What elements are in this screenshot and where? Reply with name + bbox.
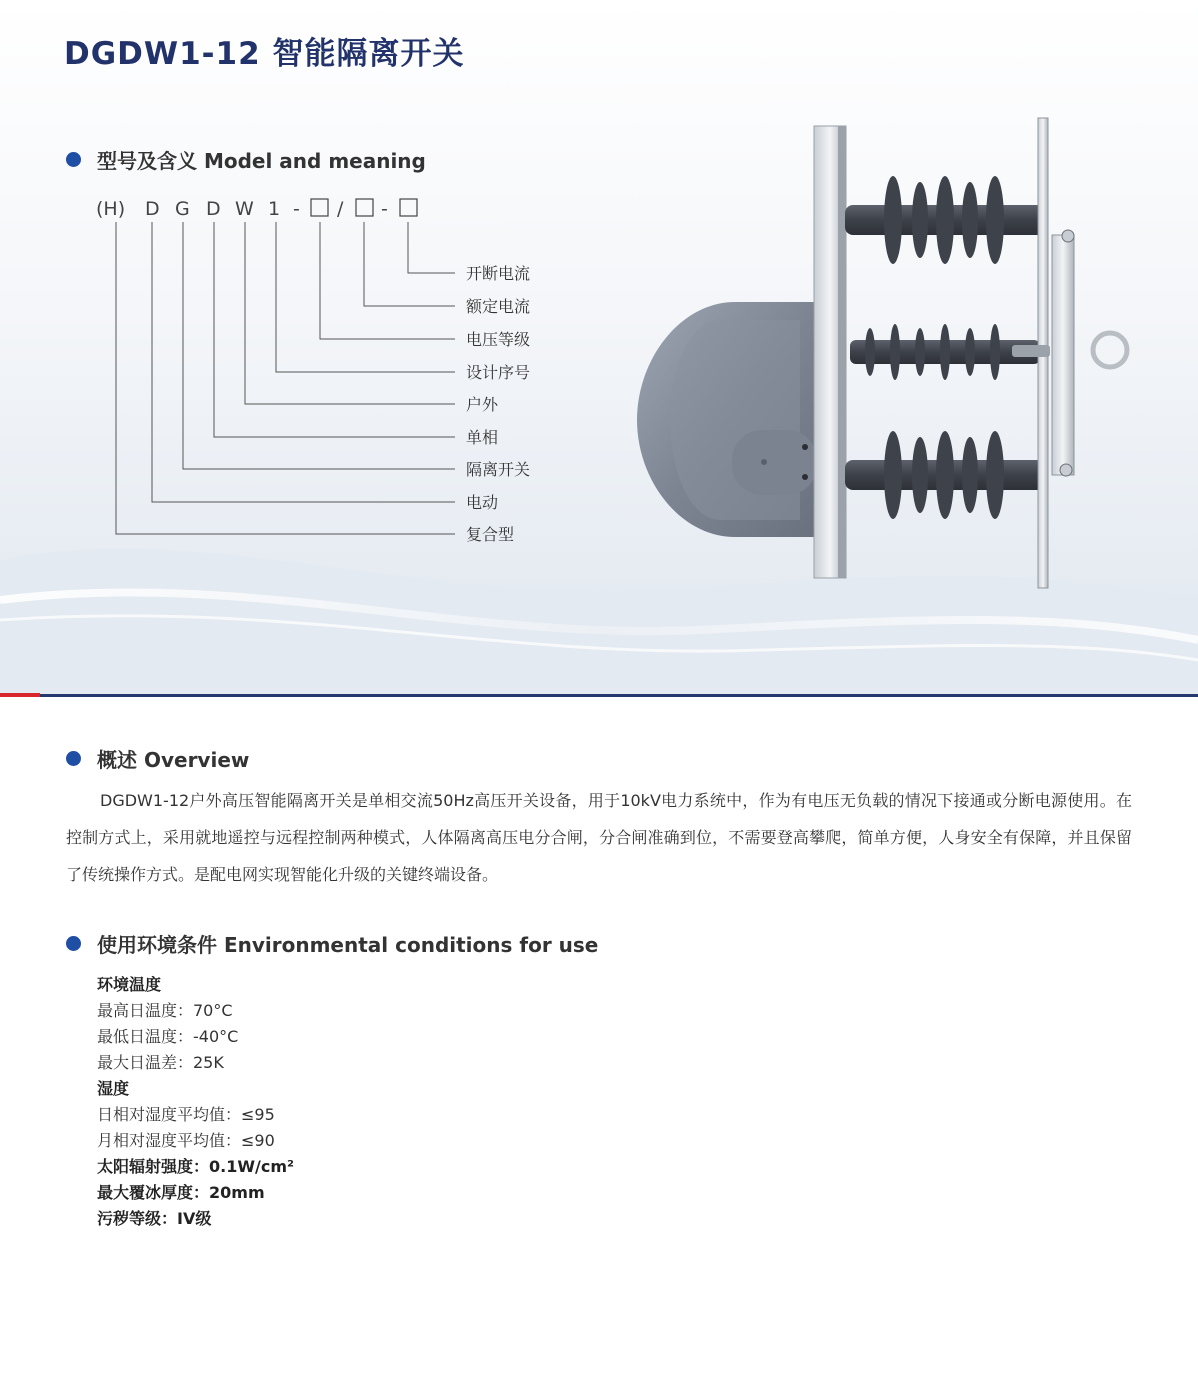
code-char: D bbox=[145, 198, 160, 220]
divider-accent bbox=[0, 693, 40, 697]
meaning-label: 开断电流 bbox=[466, 264, 531, 283]
temperature-heading: 环境温度 bbox=[97, 975, 162, 994]
meaning-label: 复合型 bbox=[466, 525, 515, 544]
switch-blade bbox=[1052, 235, 1074, 475]
temperature-min: 最低日温度：-40°C bbox=[97, 1027, 239, 1046]
meaning-label: 额定电流 bbox=[466, 297, 531, 316]
solar-radiation: 太阳辐射强度：0.1W/cm² bbox=[97, 1157, 295, 1176]
model-code-diagram bbox=[0, 0, 620, 560]
humidity-day: 日相对湿度平均值：≤95 bbox=[97, 1105, 275, 1124]
placeholder-box bbox=[400, 199, 417, 216]
bullet-icon bbox=[66, 936, 81, 951]
product-image bbox=[630, 110, 1150, 590]
insulator-top bbox=[845, 176, 1045, 264]
motor-cap bbox=[732, 430, 817, 495]
environment-list bbox=[97, 972, 697, 1232]
meaning-label: 隔离开关 bbox=[466, 460, 531, 479]
bullet-icon bbox=[66, 751, 81, 766]
code-char: - bbox=[293, 198, 300, 220]
temperature-diff: 最大日温差：25K bbox=[97, 1053, 224, 1072]
leader-lines bbox=[116, 222, 455, 534]
humidity-heading: 湿度 bbox=[97, 1079, 130, 1098]
placeholder-box bbox=[356, 199, 373, 216]
code-char: G bbox=[175, 198, 190, 220]
overview-section-header bbox=[66, 744, 249, 773]
code-char: D bbox=[206, 198, 221, 220]
meaning-label: 电压等级 bbox=[466, 330, 531, 349]
meaning-label: 单相 bbox=[466, 428, 499, 447]
meaning-label: 设计序号 bbox=[466, 363, 531, 382]
insulator-bottom bbox=[845, 431, 1045, 519]
environment-heading: 使用环境条件 Environmental conditions for use bbox=[97, 933, 599, 957]
temperature-max: 最高日温度：70°C bbox=[97, 1001, 233, 1020]
page-title: DGDW1-12 智能隔离开关 bbox=[64, 36, 465, 72]
code-char: - bbox=[381, 198, 388, 220]
ice-thickness: 最大覆冰厚度：20mm bbox=[97, 1183, 265, 1202]
divider-line bbox=[40, 694, 1198, 697]
insulator-middle bbox=[850, 324, 1040, 380]
meaning-label: 电动 bbox=[466, 493, 499, 512]
code-char: W bbox=[235, 198, 254, 220]
pull-ring bbox=[1093, 333, 1127, 367]
model-section-heading: 型号及含义 Model and meaning bbox=[97, 149, 426, 173]
pollution-level: 污秽等级：IV级 bbox=[97, 1209, 212, 1228]
code-char: 1 bbox=[268, 198, 281, 220]
code-char: (H) bbox=[96, 198, 126, 220]
meaning-label: 户外 bbox=[466, 395, 499, 414]
code-char: / bbox=[337, 198, 344, 220]
overview-text: DGDW1-12户外高压智能隔离开关是单相交流50Hz高压开关设备，用于10kV电力系统中，作为有电压无负载的情况下接通或分断电源使用。在控制方式上，采用就地遥控与远程控制两种模式，人体隔离高压电分合闸，分合闸准确到位，不需要登高攀爬，简单方便，人身安全有保障，并且保留了传统操作方式。是配电网实现智能化升级的关键终端设备。 bbox=[66, 791, 1132, 884]
humidity-month: 月相对湿度平均值：≤90 bbox=[97, 1131, 275, 1150]
placeholder-box bbox=[311, 199, 328, 216]
overview-heading: 概述 Overview bbox=[97, 748, 250, 772]
environment-section-header bbox=[66, 929, 598, 958]
